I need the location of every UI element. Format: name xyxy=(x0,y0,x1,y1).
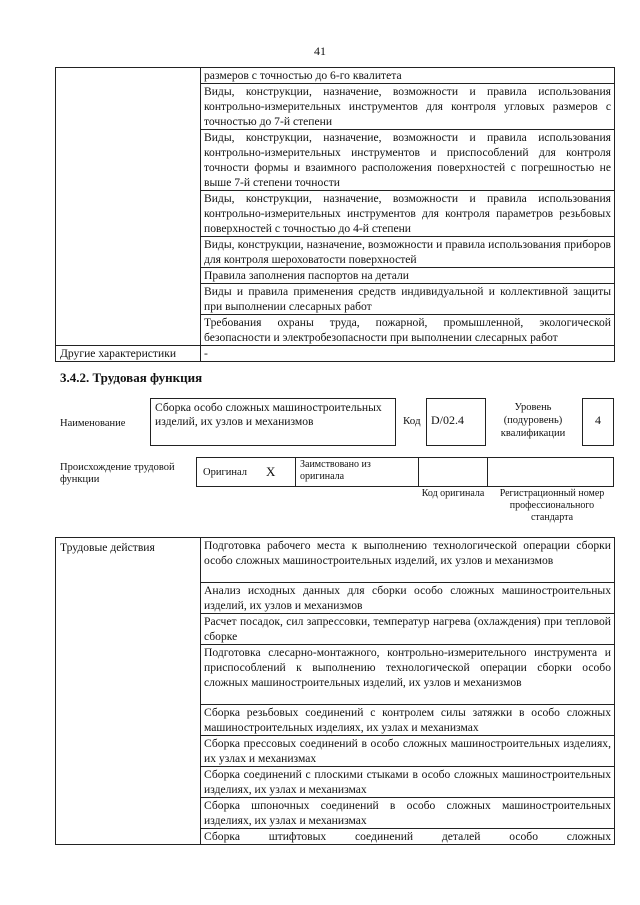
origin-divider xyxy=(295,457,296,487)
level-label: Уровень (подуровень) квалификации xyxy=(500,402,566,439)
action-row: Сборка шпоночных соединений в особо сложных машиностроительных изделиях, их узлах и механизмах xyxy=(201,798,615,829)
action-row: Сборка соединений с плоскими стыками в особо сложных машиностроительных изделиях, их узлах и механизмах xyxy=(201,767,615,798)
knowledge-row: Правила заполнения паспортов на детали xyxy=(201,268,615,284)
origin-divider xyxy=(487,457,488,487)
original-label: Оригинал xyxy=(203,467,247,478)
action-row: Анализ исходных данных для сборки особо сложных машиностроительных изделий, их узлов и механизмов xyxy=(201,583,615,614)
knowledge-label-cell xyxy=(56,68,201,346)
action-row: Подготовка рабочего места к выполнению технологической операции сборки особо сложных машиностроительных изделий, их узлов и механизмов xyxy=(201,538,615,583)
code-value: D/02.4 xyxy=(426,398,486,446)
action-row: Сборка прессовых соединений в особо сложных машиностроительных изделиях, их узлах и механизмах xyxy=(201,736,615,767)
knowledge-row: Виды, конструкции, назначение, возможности и правила использования приборов для контроля шероховатости поверхностей xyxy=(201,237,615,268)
name-value: Сборка особо сложных машиностроительных изделий, их узлов и механизмов xyxy=(150,398,396,446)
action-row: Расчет посадок, сил запрессовки, температур нагрева (охлаждения) при тепловой сборке xyxy=(201,614,615,645)
knowledge-row: размеров с точностью до 6-го квалитета xyxy=(201,68,615,84)
name-label: Наименование xyxy=(60,418,126,429)
section-title: 3.4.2. Трудовая функция xyxy=(60,370,203,385)
action-row: Сборка резьбовых соединений с контролем силы затяжки в особо сложных машиностроительных изделиях, их узлах и механизмах xyxy=(201,705,615,736)
actions-table xyxy=(55,537,615,845)
action-row: Подготовка слесарно-монтажного, контрольно-измерительного инструмента и приспособлений к выполнению технологической операции сборки особо сложных машиностроительных изделий, их узлов и механизмов xyxy=(201,645,615,705)
original-mark: X xyxy=(266,464,276,479)
other-characteristics-label: Другие характеристики xyxy=(56,346,201,362)
knowledge-table xyxy=(55,67,615,362)
page-number: 41 xyxy=(314,44,326,58)
origin-code-label: Код оригинала xyxy=(421,488,485,499)
origin-divider xyxy=(418,457,419,487)
other-characteristics-value: - xyxy=(201,346,615,362)
borrowed-label: Заимствовано из оригинала xyxy=(300,459,371,482)
action-row: Сборка штифтовых соединений деталей особо сложных xyxy=(201,829,615,845)
origin-label: Происхождение трудовой функции xyxy=(60,462,175,485)
knowledge-row: Виды, конструкции, назначение, возможности и правила использования контрольно-измерительных инструментов и приспособлений для контроля точности формы и взаимного расположения поверхностей с погрешностью не выше 7-й степени точности xyxy=(201,130,615,191)
knowledge-row: Виды, конструкции, назначение, возможности и правила использования контрольно-измерительных инструментов для контроля угловых размеров с точностью до 7-й степени xyxy=(201,84,615,130)
level-value: 4 xyxy=(582,398,614,446)
knowledge-row: Виды, конструкции, назначение, возможности и правила использования контрольно-измерительных инструментов для контроля параметров резьбовых поверхностей с точностью до 4-й степени xyxy=(201,191,615,237)
knowledge-row: Виды и правила применения средств индивидуальной и коллективной защиты при выполнении слесарных работ xyxy=(201,284,615,315)
reg-number-label: Регистрационный номер профессионального стандарта xyxy=(499,488,605,523)
actions-label: Трудовые действия xyxy=(56,538,201,845)
code-label: Код xyxy=(403,415,421,427)
knowledge-row: Требования охраны труда, пожарной, промышленной, экологической безопасности и электробезопасности при выполнении слесарных работ xyxy=(201,315,615,346)
